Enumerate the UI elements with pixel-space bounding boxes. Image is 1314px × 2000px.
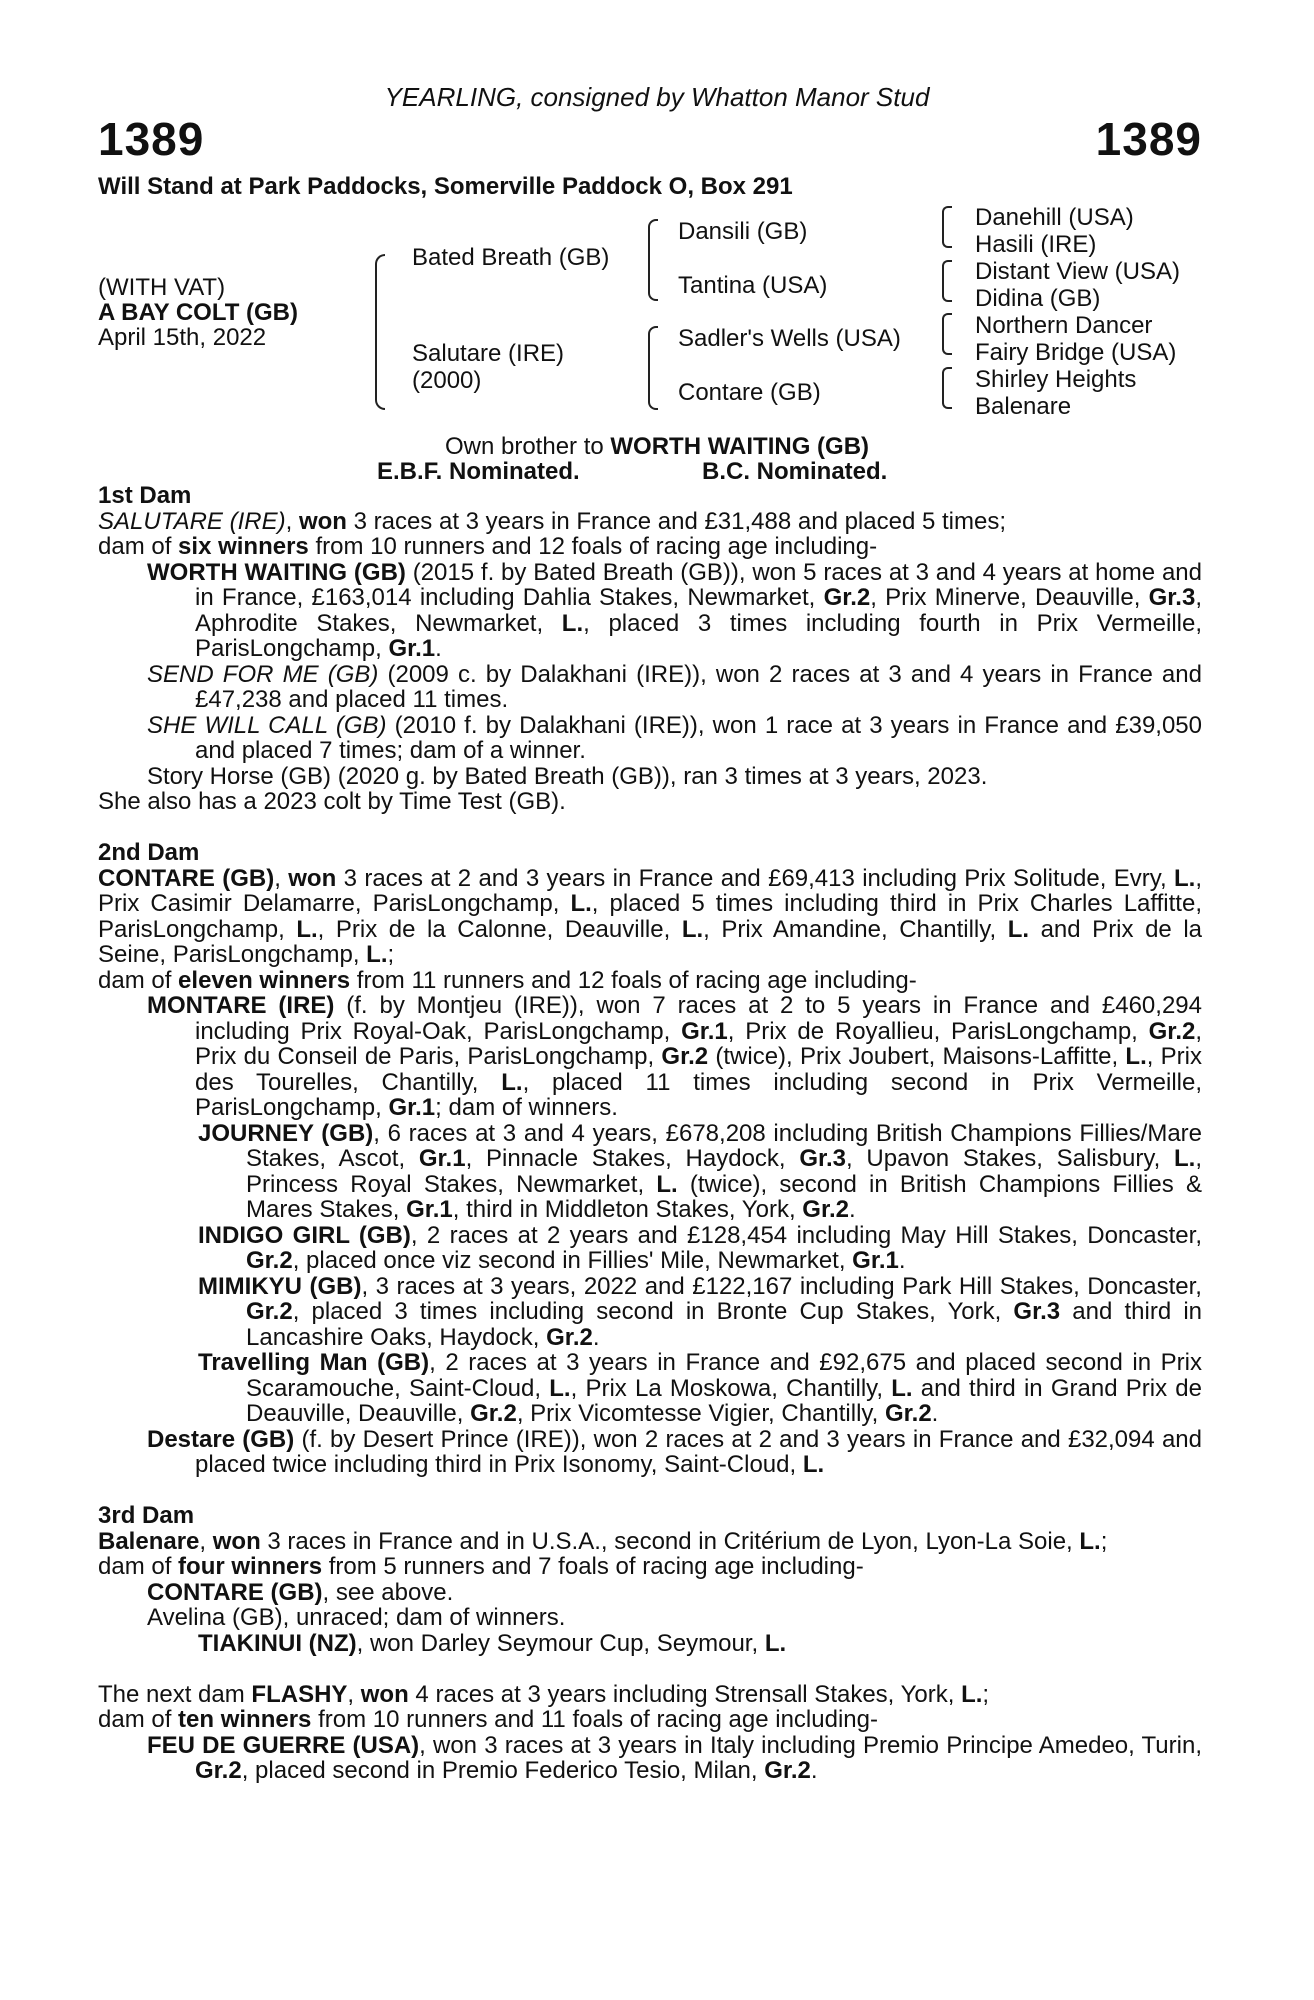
second-dam-produce-summary [98,968,1202,994]
pedigree-brace-dam [648,326,658,410]
pedigree-g3-3: Distant View (USA) [975,258,1180,285]
pedigree-g3-4: Didina (GB) [975,285,1101,312]
bold-run: FLASHY [251,1680,348,1708]
text-run: (2010 f. by Dalakhani (IRE)), won 1 race at 3 years in France and £39,050 and placed 7 times; dam of a winner. [195,711,1202,764]
bold-run: L. [1079,1527,1101,1555]
second-dam-produce-item [98,993,1202,1121]
pedigree-g3-6: Fairy Bridge (USA) [975,339,1177,366]
text-run: . [435,635,442,662]
text-run: , placed 3 times including fourth in Prix Vermeille, ParisLongchamp, [195,609,1202,662]
bold-run: Gr.2 [764,1757,811,1784]
text-run: (f. by Montjeu (IRE)), won 7 races at 2 to 5 years in France and £460,294 including Prix Royal-Oak, ParisLongchamp, [195,992,1202,1045]
bold-run: won [212,1527,261,1555]
first-dam-heading: 1st Dam [98,482,192,509]
pedigree-g3-5: Northern Dancer [975,312,1153,339]
pedigree-brace-sire [648,219,658,301]
text-run: . [592,1323,600,1351]
text-run: , [199,1527,213,1555]
section-gap [98,1656,1202,1682]
text-run: . [898,1247,906,1274]
next-dam-produce-summary [98,1707,1202,1733]
pedigree-dam: Salutare (IRE) [412,340,565,367]
bold-run: MONTARE (IRE) [147,992,335,1019]
text-run: from 10 runners and 12 foals of racing age including- [308,533,878,560]
text-run: ; [982,1680,990,1708]
lot-number-right: 1389 [1095,113,1202,165]
pedigree-g3-2: Hasili (IRE) [975,231,1097,258]
italic-run: SHE WILL CALL (GB) [147,711,387,739]
text-run: ; [387,941,395,968]
text-run: . [931,1400,939,1427]
bold-run: L. [681,915,704,943]
bold-run: ten winners [178,1706,312,1733]
bold-run: Gr.2 [246,1247,293,1274]
italic-run: SALUTARE (IRE) [98,507,286,535]
text-run: , placed 3 times including second in Bronte Cup Stakes, York, [292,1298,1014,1325]
first-dam-produce-summary [98,534,1202,560]
bold-run: Destare (GB) [147,1425,295,1453]
text-run: dam of [98,966,179,994]
text-run: , placed 11 times including second in Prix Vermeille, ParisLongchamp, [195,1068,1203,1121]
pedigree-brace-gen1 [375,254,385,410]
text-run: , Prix Amandine, Chantilly, [703,915,1008,943]
text-run: , Prix du Conseil de Paris, ParisLongchamp, [195,1017,1203,1070]
pedigree-brace-g3-2 [942,260,952,302]
text-run: , Princess Royal Stakes, Newmarket, [246,1145,1202,1198]
bold-run: Balenare [98,1527,200,1555]
bold-run: Gr.1 [418,1145,466,1172]
text-run: dam of [98,1553,179,1580]
bold-run: Gr.3 [1148,584,1196,611]
text-run: , Aphrodite Stakes, Newmarket, [195,584,1202,637]
text-run: , 3 races at 3 years, 2022 and £122,167 including Park Hill Stakes, Doncaster, [361,1272,1202,1300]
pedigree-g3-1: Danehill (USA) [975,204,1134,231]
own-brother-prefix: Own brother to [444,433,604,460]
text-run: , Prix Casimir Delamarre, ParisLongchamp, [98,864,1202,917]
bold-run: L. [656,1170,678,1198]
text-run: , won Darley Seymour Cup, Seymour, [356,1629,765,1657]
bold-run: TIAKINUI (NZ) [198,1629,357,1657]
bold-run: Gr.2 [884,1400,932,1427]
vat-label: (WITH VAT) [98,274,226,301]
bold-run: Gr.2 [470,1400,517,1427]
third-dam-grandproduce-item [98,1631,1202,1657]
bold-run: won [360,1680,409,1708]
catalogue-body [98,483,1202,1784]
bc-nominated: B.C. Nominated. [702,458,888,485]
text-run: , 2 races at 3 years in France and £92,675 and placed second in Prix Scaramouche, Saint-Cloud, [246,1349,1202,1402]
third-dam-produce-summary [98,1554,1202,1580]
bold-run: JOURNEY (GB) [198,1119,374,1147]
pedigree-brace-g3-3 [942,313,952,355]
first-dam-produce-item [98,560,1202,662]
bold-run: CONTARE (GB) [147,1578,323,1606]
text-run: , Pinnacle Stakes, Haydock, [465,1145,800,1172]
bold-run: INDIGO GIRL (GB) [198,1221,411,1249]
third-dam-produce-item [98,1580,1202,1606]
bold-run: L. [1174,1145,1196,1172]
text-run: 3 races at 3 years in France and £31,488 and placed 5 times; [346,507,1006,535]
text-run: 3 races in France and in U.S.A., second in Critérium de Lyon, Lyon-La Soie, [260,1527,1080,1555]
third-dam-produce-item [98,1605,1202,1631]
bold-run: L. [570,890,592,917]
bold-run: L. [561,609,584,637]
bold-run: Gr.2 [661,1043,709,1070]
text-run: , Prix des Tourelles, Chantilly, [195,1043,1202,1096]
text-run: The next dam [98,1680,252,1708]
first-dam-note [98,789,1202,815]
first-dam-produce-item [98,662,1202,713]
text-run: , Prix La Moskowa, Chantilly, [570,1374,892,1402]
text-run: from 11 runners and 12 foals of racing age including- [350,966,917,994]
bold-run: six winners [178,533,309,560]
text-run: (2015 f. by Bated Breath (GB)), won 5 races at 3 and 4 years at home and in France, £163,014 including Dahlia Stakes, Newmarket, [195,558,1202,611]
bold-run: Gr.2 [195,1757,242,1784]
bold-run: Gr.2 [802,1196,849,1223]
text-run: ; dam of winners. [435,1094,618,1121]
stand-location: Will Stand at Park Paddocks, Somerville Paddock O, Box 291 [98,173,793,200]
bold-run: eleven winners [178,966,351,994]
text-run: , see above. [322,1578,454,1606]
ebf-nominated: E.B.F. Nominated. [377,458,580,485]
bold-run: won [288,864,337,892]
text-run: , Prix Minerve, Deauville, [870,584,1149,611]
own-brother-note [0,433,1314,461]
text-run: , placed once viz second in Fillies' Mile, Newmarket, [292,1247,853,1274]
text-run: (2009 c. by Dalakhani (IRE)), won 2 races at 3 and 4 years in France and £47,238 and placed 11 times. [195,660,1202,713]
text-run: and third in Grand Prix de Deauville, Deauville, [246,1374,1202,1427]
third-dam-heading: 3rd Dam [98,1502,195,1529]
text-run: , placed second in Premio Federico Tesio, Milan, [241,1757,765,1784]
text-run: from 5 runners and 7 foals of racing age including- [322,1553,864,1580]
bold-run: Gr.1 [388,635,436,662]
bold-run: Gr.3 [799,1145,847,1172]
text-run: dam of [98,533,179,560]
bold-run: WORTH WAITING (GB) [147,558,406,586]
bold-run: Gr.3 [1013,1298,1061,1325]
text-run: , third in Middleton Stakes, York, [452,1196,803,1223]
text-run: , [285,507,299,535]
second-dam-produce-item [98,1427,1202,1478]
lot-number-left: 1389 [98,113,205,165]
bold-run: Gr.2 [546,1323,593,1351]
bold-run: L. [1174,864,1196,892]
bold-run: L. [501,1068,523,1096]
text-run: dam of [98,1706,179,1733]
bold-run: L. [1125,1043,1147,1070]
own-brother-name: WORTH WAITING (GB) [610,433,870,460]
third-dam-record [98,1529,1202,1555]
pedigree-brace-g3-4 [942,367,952,409]
pedigree-sire-sire: Dansili (GB) [678,218,808,245]
bold-run: L. [961,1680,983,1708]
text-run: , 2 races at 2 years and £128,454 including May Hill Stakes, Doncaster, [410,1221,1202,1249]
pedigree-dam-year: (2000) [412,367,482,394]
text-run: , won 3 races at 3 years in Italy including Premio Principe Amedeo, Turin, [419,1731,1202,1759]
text-run: , [274,864,289,892]
bold-run: four winners [178,1553,323,1580]
bold-run: Gr.1 [852,1247,899,1274]
bold-run: Travelling Man (GB) [198,1349,430,1376]
pedigree-dam-sire: Sadler's Wells (USA) [678,325,901,352]
text-run: She also has a 2023 colt by Time Test (GB). [98,788,566,815]
second-dam-grandproduce-item [98,1350,1202,1427]
pedigree-g3-7: Shirley Heights [975,366,1137,393]
bold-run: L. [296,915,318,943]
text-run: , Prix de Royallieu, ParisLongchamp, [727,1017,1149,1045]
second-dam-record [98,866,1202,968]
second-dam-heading: 2nd Dam [98,839,200,866]
bold-run: L. [549,1374,571,1402]
text-run: Avelina (GB), unraced; dam of winners. [147,1604,566,1631]
first-dam-produce-item [98,713,1202,764]
bold-run: L. [802,1451,825,1478]
first-dam-produce-item [98,764,1202,790]
second-dam-grandproduce-item [98,1223,1202,1274]
text-run: (f. by Desert Prince (IRE)), won 2 races at 2 and 3 years in France and £32,094 and placed twice including third in Prix Isonomy, Saint-Cloud, [195,1425,1202,1478]
bold-run: L. [891,1374,913,1402]
second-dam-grandproduce-item [98,1274,1202,1351]
bold-run: Gr.2 [1148,1017,1196,1045]
first-dam-record [98,509,1202,535]
next-dam-produce-item [98,1733,1202,1784]
bold-run: L. [366,941,388,968]
text-run: , Prix Vicomtesse Vigier, Chantilly, [516,1400,885,1427]
bold-run: MIMIKYU (GB) [198,1272,362,1300]
bold-run: Gr.1 [406,1196,453,1223]
pedigree-sire: Bated Breath (GB) [412,244,610,271]
text-run: , Upavon Stakes, Salisbury, [846,1145,1174,1172]
pedigree-dam-dam: Contare (GB) [678,379,821,406]
second-dam-grandproduce-item [98,1121,1202,1223]
text-run: 4 races at 3 years including Strensall Stakes, York, [408,1680,962,1708]
foaling-date: April 15th, 2022 [98,324,267,351]
text-run: from 10 runners and 11 foals of racing age including- [311,1706,878,1733]
text-run: . [810,1757,818,1784]
pedigree-g3-8: Balenare [975,393,1072,420]
text-run: and third in Lancashire Oaks, Haydock, [246,1298,1202,1351]
section-gap [98,815,1202,841]
bold-run: won [298,507,347,535]
text-run: . [849,1196,856,1223]
bold-run: CONTARE (GB) [98,864,275,892]
bold-run: L. [764,1629,787,1657]
text-run: (twice), second in British Champions Fillies & Mares Stakes, [246,1170,1203,1223]
next-dam-record [98,1682,1202,1708]
bold-run: Gr.1 [388,1094,436,1121]
text-run: , 6 races at 3 and 4 years, £678,208 including British Champions Fillies/Mare Stakes, Ascot, [246,1119,1203,1172]
section-gap [98,1478,1202,1504]
text-run: ; [1100,1527,1108,1555]
text-run: (twice), Prix Joubert, Maisons-Laffitte, [708,1043,1126,1070]
pedigree-brace-g3-1 [942,206,952,248]
horse-name: A BAY COLT (GB) [98,299,299,326]
bold-run: Gr.2 [823,584,871,611]
bold-run: FEU DE GUERRE (USA) [147,1731,420,1759]
text-run: Story Horse (GB) (2020 g. by Bated Breath (GB)), ran 3 times at 3 years, 2023. [147,762,988,790]
pedigree-sire-dam: Tantina (USA) [678,272,828,299]
text-run: , [347,1680,361,1708]
text-run: and Prix de la Seine, ParisLongchamp, [98,915,1202,968]
text-run: , Prix de la Calonne, Deauville, [317,915,682,943]
bold-run: L. [1007,915,1030,943]
bold-run: Gr.1 [681,1017,728,1045]
consignor-line: YEARLING, consigned by Whatton Manor Stud [384,82,930,112]
text-run: 3 races at 2 and 3 years in France and £69,413 including Prix Solitude, Evry, [336,864,1174,892]
italic-run: SEND FOR ME (GB) [147,660,379,688]
bold-run: Gr.2 [246,1298,293,1325]
text-run: , placed 5 times including third in Prix Charles Laffitte, ParisLongchamp, [98,890,1202,943]
